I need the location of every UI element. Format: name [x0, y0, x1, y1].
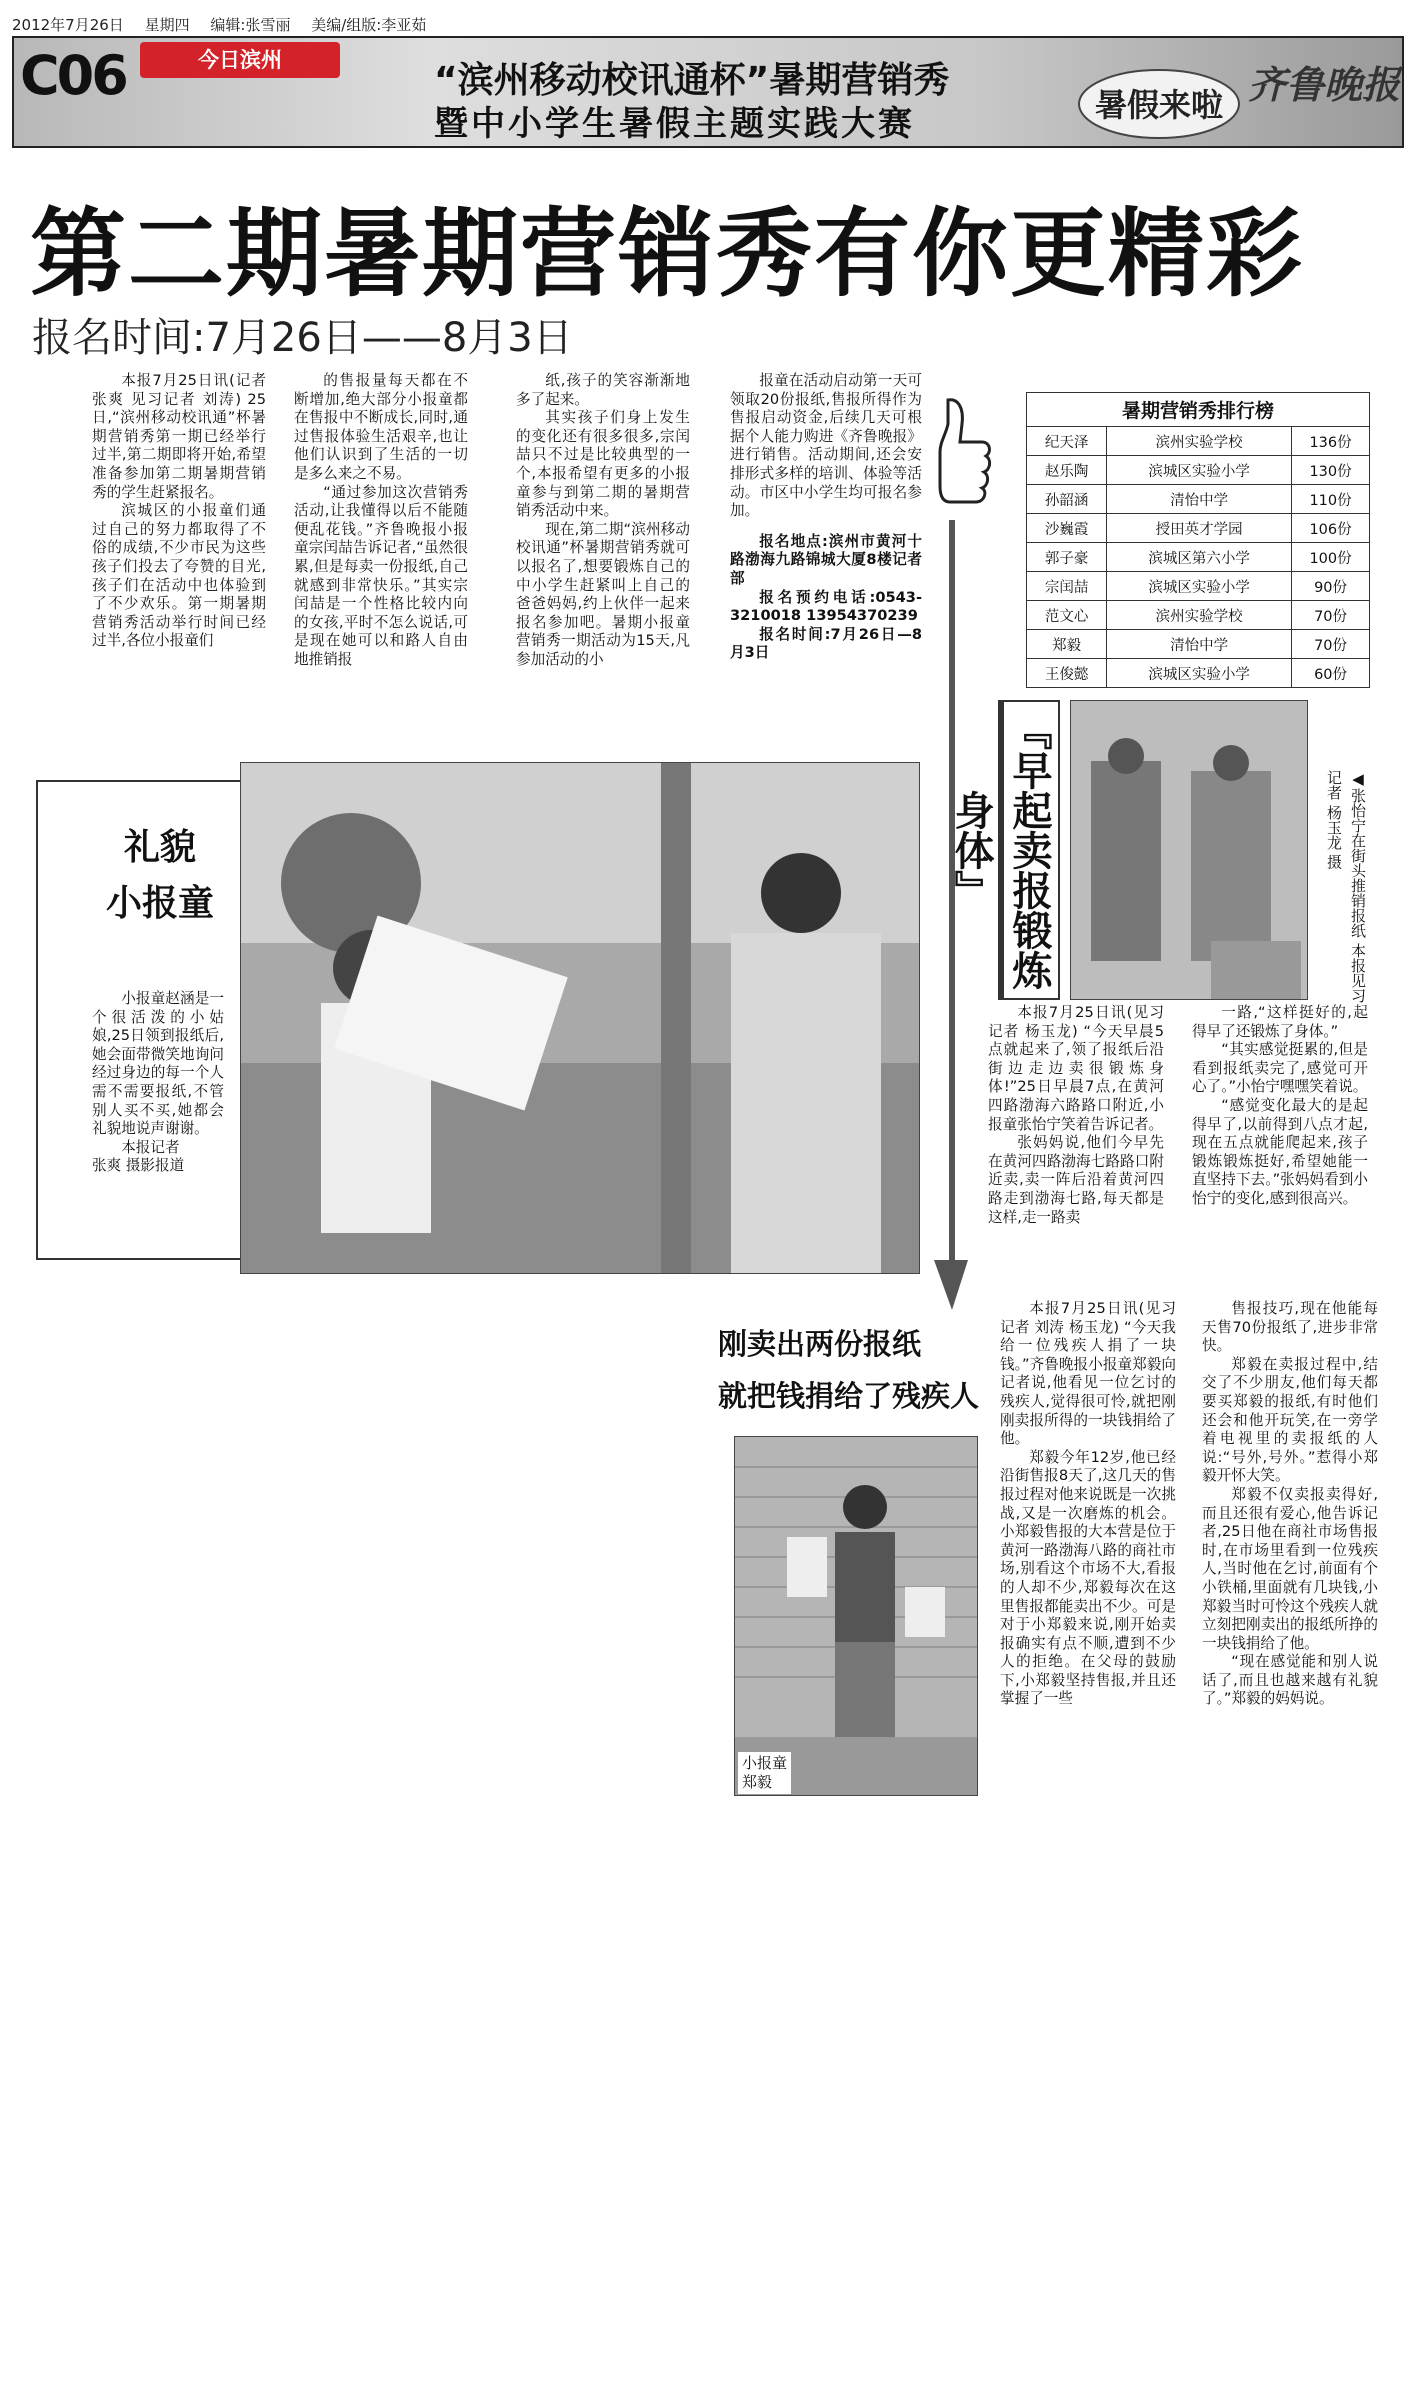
- thumbs-up-icon: [934, 390, 996, 520]
- issue-date: 2012年7月26日: [12, 16, 124, 34]
- ranking-name: 赵乐陶: [1027, 456, 1107, 485]
- paragraph: “现在感觉能和别人说话了,而且也越来越有礼貌了。”郑毅的妈妈说。: [1202, 1653, 1378, 1708]
- paragraph: 郑毅今年12岁,他已经沿街售报8天了,这几天的售报过程对他来说既是一次挑战,又是一次磨炼的机会。小郑毅售报的大本营是位于黄河一路渤海八路的商社市场,别看这个市场不大,看报的人却不少,郑毅每次在这里售报都能卖出不少。可是对于小郑毅来说,刚开始卖报确实有点不顺,遭到不少人的拒绝。在父母的鼓励下,小郑毅坚持售报,并且还掌握了一些: [1000, 1448, 1176, 1708]
- ranking-name: 郑毅: [1027, 630, 1107, 659]
- ranking-school: 滨城区第六小学: [1107, 543, 1292, 572]
- ranking-title: 暑期营销秀排行榜: [1026, 392, 1370, 426]
- paper-logo: 齐鲁晚报: [1248, 62, 1401, 107]
- registration-address: 报名地点:滨州市黄河十路渤海九路锦城大厦8楼记者部: [730, 532, 922, 587]
- paragraph: 现在,第二期“滨州移动校讯通”杯暑期营销秀就可以报名了,想要锻炼自己的中小学生赶紧叫上自己的爸爸妈妈,约上伙伴一起来报名参加吧。暑期小报童营销秀一期活动为15天,凡参加活动的小: [516, 520, 690, 668]
- ranking-school: 滨州实验学校: [1107, 601, 1292, 630]
- ranking-school: 滨州实验学校: [1107, 427, 1292, 456]
- registration-time: 报名时间:7月26日—8月3日: [730, 625, 922, 662]
- main-article-col3: 纸,孩子的笑容渐渐地多了起来。 其实孩子们身上发生的变化还有很多很多,宗闰喆只不过是比较典型的一个,本报希望有更多的小报童参与到第二期的暑期营销秀活动中来。 现在,第二期“滨州移动校讯通”杯暑期营销秀就可以报名了,想要锻炼自己的中小学生赶紧叫上自己的爸爸妈妈,约上伙伴一起来报名参加吧。暑期小报童营销秀一期活动为15天,凡参加活动的小: [516, 372, 690, 668]
- polite-newsboy-title: 礼貌 小报童: [105, 827, 214, 924]
- ranking-count: 110份: [1292, 485, 1370, 514]
- ranking-count: 70份: [1292, 601, 1370, 630]
- ranking-row: [1027, 456, 1370, 485]
- banner-title-line1: “滨州移动校讯通杯”暑期营销秀: [434, 60, 950, 101]
- section3-title-line1: 刚卖出两份报纸: [718, 1327, 922, 1361]
- zheng-yi-photo: [734, 1436, 978, 1796]
- ranking-name: 范文心: [1027, 601, 1107, 630]
- ranking-row: [1027, 543, 1370, 572]
- ranking-count: 70份: [1292, 630, 1370, 659]
- main-article-col4: 报童在活动启动第一天可领取20份报纸,售报所得作为售报启动资金,后续几天可根据个人能力购进《齐鲁晚报》进行销售。活动期间,还会安排形式多样的培训、体验等活动。市区中小学生均可报名参加。 报名地点:滨州市黄河十路渤海九路锦城大厦8楼记者部 报名预约电话:0543-3210018 13954370239 报名时间:7月26日—8月3日: [730, 372, 922, 662]
- paragraph: 张妈妈说,他们今早先在黄河四路渤海七路路口附近卖,卖一阵后沿着黄河四路走到渤海七路,每天都是这样,走一路卖: [988, 1134, 1164, 1226]
- issue-weekday: 星期四: [144, 16, 190, 34]
- summer-logo-text: 暑假来啦: [1094, 86, 1224, 124]
- section3-col1: 本报7月25日讯(见习记者 刘涛 杨玉龙) “今天我给一位残疾人捐了一块钱。”齐鲁晚报小报童郑毅向记者说,他看见一位乞讨的残疾人,觉得很可怜,就把刚刚卖报所得的一块钱捐给了他。 郑毅今年12岁,他已经沿街售报8天了,这几天的售报过程对他来说既是一次挑战,又是一次磨炼的机会。小郑毅售报的大本营是位于黄河一路渤海八路的商社市场,别看这个市场不大,看报的人却不少,郑毅每次在这里售报都能卖出不少。可是对于小郑毅来说,刚开始卖报确实有点不顺,遭到不少人的拒绝。在父母的鼓励下,小郑毅坚持售报,并且还掌握了一些: [1000, 1300, 1176, 1708]
- ranking-name: 王俊懿: [1027, 659, 1107, 688]
- registration-period: 报名时间:7月26日——8月3日: [32, 315, 573, 361]
- issue-info: [12, 14, 442, 35]
- ranking-row: [1027, 630, 1370, 659]
- ranking-table: [1026, 392, 1370, 688]
- paragraph: “感觉变化最大的是起得早了,以前得到八点才起,现在五点就能爬起来,孩子锻炼锻炼挺好,希望她能一直坚持下去。”张妈妈看到小怡宁的变化,感到很高兴。: [1192, 1096, 1368, 1207]
- section2-col2: 一路,“这样挺好的,起得早了还锻炼了身体。” “其实感觉挺累的,但是看到报纸卖完了,感觉可开心了。”小怡宁嘿嘿笑着说。 “感觉变化最大的是起得早了,以前得到八点才起,现在五点就能爬起来,孩子锻炼锻炼挺好,希望她能一直坚持下去。”张妈妈看到小怡宁的变化,感到很高兴。: [1192, 1004, 1368, 1207]
- ranking-row: [1027, 485, 1370, 514]
- ranking-row: [1027, 601, 1370, 630]
- photo-placeholder: [241, 763, 920, 1274]
- ranking-row: [1027, 514, 1370, 543]
- summer-logo: [1074, 62, 1244, 142]
- photo-placeholder: [735, 1437, 978, 1796]
- ranking-row: [1027, 659, 1370, 688]
- ranking-school: 清怡中学: [1107, 630, 1292, 659]
- issue-editor: 编辑:张雪丽: [210, 16, 291, 34]
- polite-newsboy-photo: [240, 762, 920, 1274]
- page-headline: 第二期暑期营销秀有你更精彩: [30, 198, 1304, 310]
- ranking-name: 郭子豪: [1027, 543, 1107, 572]
- banner-title-line2: 暨中小学生暑假主题实践大赛: [434, 104, 915, 144]
- section2-title: 『早起卖报锻炼身体』: [998, 700, 1060, 1000]
- paragraph: “通过参加这次营销秀活动,让我懂得以后不能随便乱花钱。”齐鲁晚报小报童宗闰喆告诉记者,“虽然很累,但是每卖一份报纸,自己就感到非常快乐。”其实宗闰喆是一个性格比较内向的女孩,平时不怎么说话,可是现在她可以和路人自由地推销报: [294, 483, 468, 668]
- ranking-name: 纪天泽: [1027, 427, 1107, 456]
- section3-col2: 售报技巧,现在他能每天售70份报纸了,进步非常快。 郑毅在卖报过程中,结交了不少朋友,他们每天都要买郑毅的报纸,有时他们还会和他开玩笑,在一旁学着电视里的卖报纸的人说:“号外,号外。”惹得小郑毅开怀大笑。 郑毅不仅卖报卖得好,而且还很有爱心,他告诉记者,25日他在商社市场售报时,在市场里看到一位残疾人,当时他在乞讨,前面有个小铁桶,里面就有几块钱,小郑毅当时可怜这个残疾人就立刻把刚卖出的报纸所挣的一块钱捐给了他。 “现在感觉能和别人说话了,而且也越来越有礼貌了。”郑毅的妈妈说。: [1202, 1300, 1378, 1708]
- ranking-count: 106份: [1292, 514, 1370, 543]
- arrow-down-icon: [930, 520, 970, 1320]
- ranking-school: 滨城区实验小学: [1107, 659, 1292, 688]
- ranking-name: 沙巍霞: [1027, 514, 1107, 543]
- ranking-school: 清怡中学: [1107, 485, 1292, 514]
- paragraph: “其实感觉挺累的,但是看到报纸卖完了,感觉可开心了。”小怡宁嘿嘿笑着说。: [1192, 1041, 1368, 1096]
- registration-phone: 报名预约电话:0543-3210018 13954370239: [730, 588, 922, 625]
- section2-photo-caption: ◀张怡宁在街头推销报纸 本报见习记者 杨玉龙 摄: [1325, 770, 1367, 1003]
- paragraph: 郑毅在卖报过程中,结交了不少朋友,他们每天都要买郑毅的报纸,有时他们还会和他开玩笑,在一旁学着电视里的卖报纸的人说:“号外,号外。”惹得小郑毅开怀大笑。: [1202, 1355, 1378, 1485]
- section-tab: 今日滨州: [140, 42, 340, 78]
- section2-col1: 本报7月25日讯(见习记者 杨玉龙) “今天早晨5点就起来了,领了报纸后沿街边走边卖很锻炼身体!”25日早晨7点,在黄河四路渤海六路路口附近,小报童张怡宁笑着告诉记者。 张妈妈说,他们今早先在黄河四路渤海七路路口附近卖,卖一阵后沿着黄河四路走到渤海七路,每天都是这样,走一路卖: [988, 1004, 1164, 1226]
- ranking-body: [1027, 427, 1370, 688]
- ranking-count: 130份: [1292, 456, 1370, 485]
- issue-designer: 美编/组版:李亚茹: [311, 16, 427, 34]
- ranking-school: 授田英才学园: [1107, 514, 1292, 543]
- section3-title-line2: 就把钱捐给了残疾人: [718, 1379, 980, 1413]
- ranking-row: [1027, 427, 1370, 456]
- paragraph: 滨城区的小报童们通过自己的努力都取得了不俗的成绩,不少市民为这些孩子们投去了夸赞的目光,孩子们在活动中也体验到了不少欢乐。第一期暑期营销秀活动举行时间已经过半,各位小报童们: [92, 502, 266, 650]
- page-banner: [12, 36, 1404, 148]
- ranking-count: 90份: [1292, 572, 1370, 601]
- ranking-count: 136份: [1292, 427, 1370, 456]
- ranking-count: 100份: [1292, 543, 1370, 572]
- ranking-row: [1027, 572, 1370, 601]
- main-article-col1: 本报7月25日讯(记者 张爽 见习记者 刘涛) 25日,“滨州移动校讯通”杯暑期营销秀第一期已经举行过半,第二期即将开始,希望准备参加第二期暑期营销秀的学生赶紧报名。 滨城区的小报童们通过自己的努力都取得了不俗的成绩,不少市民为这些孩子们投去了夸赞的目光,孩子们在活动中也体验到了不少欢乐。第一期暑期营销秀活动举行时间已经过半,各位小报童们: [92, 372, 266, 650]
- ranking-name: 宗闰喆: [1027, 572, 1107, 601]
- photo-placeholder: [1071, 701, 1308, 1000]
- section3-photo-caption: 小报童 郑毅: [738, 1752, 791, 1794]
- ranking-school: 滨城区实验小学: [1107, 572, 1292, 601]
- ranking-count: 60份: [1292, 659, 1370, 688]
- main-article-col2: 的售报量每天都在不断增加,绝大部分小报童都在售报中不断成长,同时,通过售报体验生活艰辛,也让他们认识到了生活的一切是多么来之不易。 “通过参加这次营销秀活动,让我懂得以后不能随便乱花钱。”齐鲁晚报小报童宗闰喆告诉记者,“虽然很累,但是每卖一份报纸,自己就感到非常快乐。”其实宗闰喆是一个性格比较内向的女孩,平时不怎么说话,可是现在她可以和路人自由地推销报: [294, 372, 468, 668]
- ranking-name: 孙韶涵: [1027, 485, 1107, 514]
- paragraph: 其实孩子们身上发生的变化还有很多很多,宗闰喆只不过是比较典型的一个,本报希望有更多的小报童参与到第二期的暑期营销秀活动中来。: [516, 409, 690, 520]
- polite-newsboy-text: 小报童赵涵是一个很活泼的小姑娘,25日领到报纸后,她会面带微笑地询问经过身边的每一个人需不需要报纸,不管别人买不买,她都会礼貌地说声谢谢。 本报记者 张爽 摄影报道: [92, 990, 224, 1175]
- paragraph: 郑毅不仅卖报卖得好,而且还很有爱心,他告诉记者,25日他在商社市场售报时,在市场里看到一位残疾人,当时他在乞讨,前面有个小铁桶,里面就有几块钱,小郑毅当时可怜这个残疾人就立刻把刚卖出的报纸所挣的一块钱捐给了他。: [1202, 1485, 1378, 1652]
- newsboy-street-photo: [1070, 700, 1308, 1000]
- ranking-school: 滨城区实验小学: [1107, 456, 1292, 485]
- page-number: C06: [20, 44, 126, 107]
